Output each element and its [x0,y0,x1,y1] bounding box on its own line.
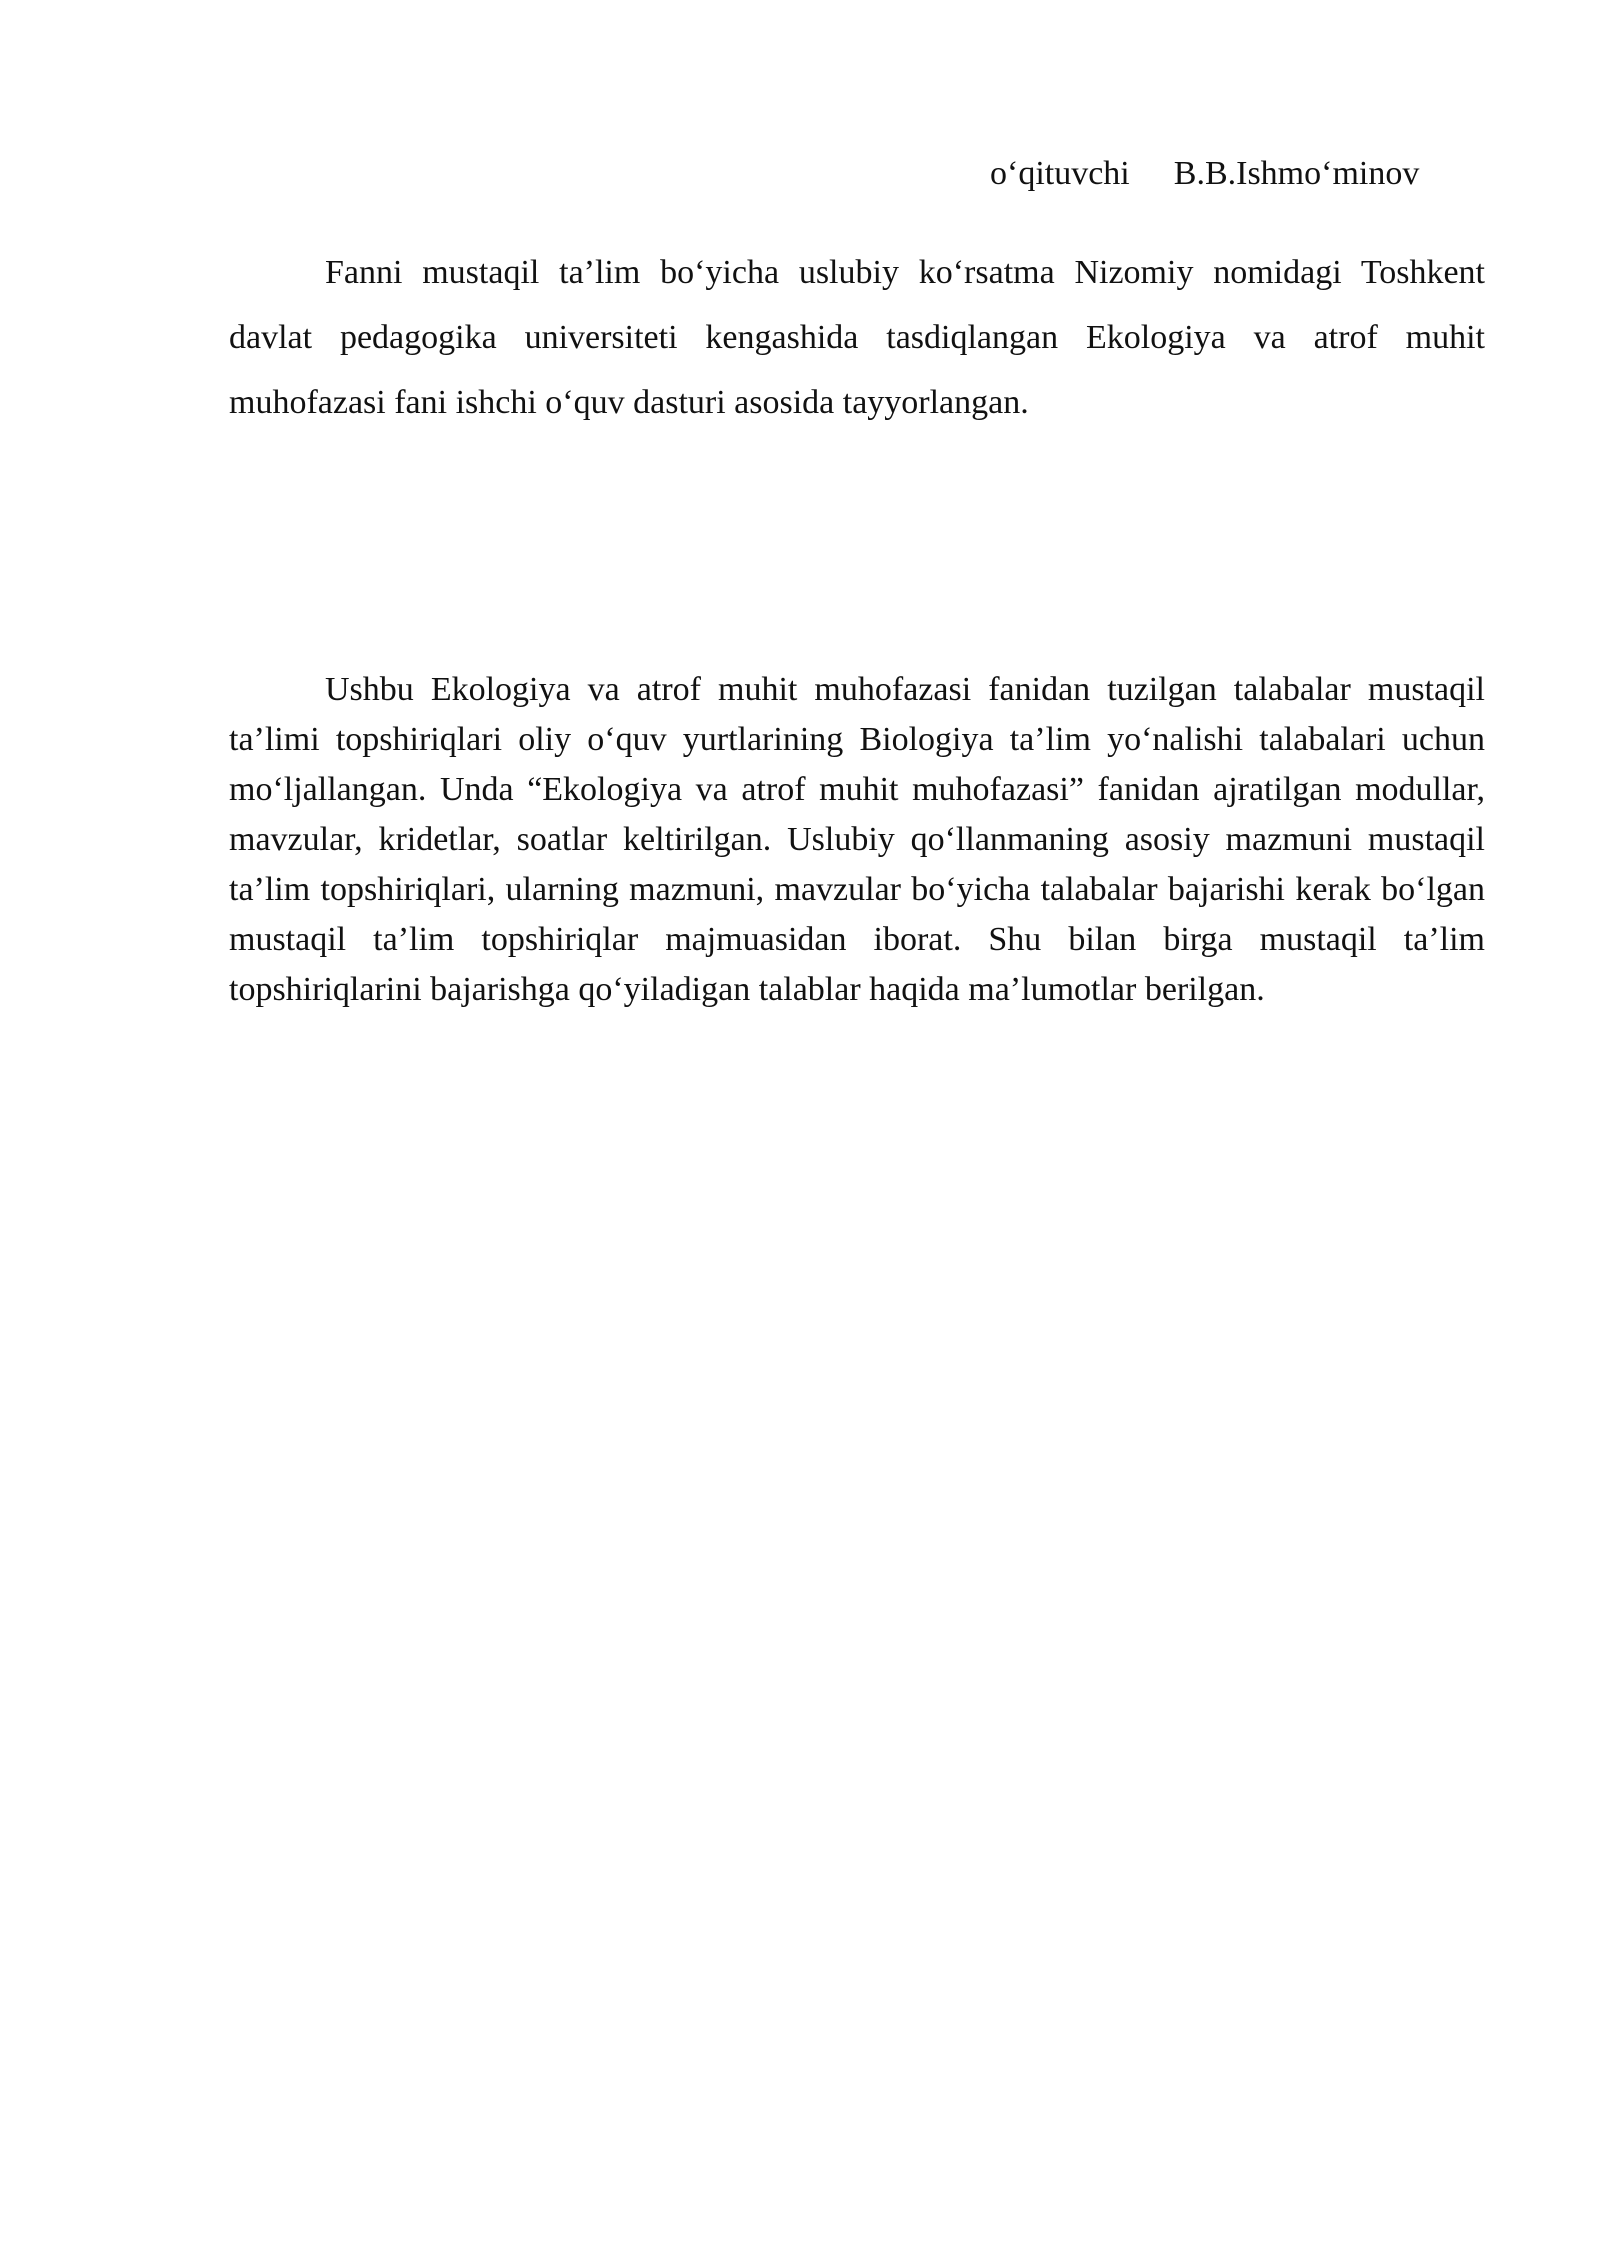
approval-paragraph: Fanni mustaqil ta’lim bo‘yicha uslubiy ko‘rsatma Nizomiy nomidagi Toshkent davlat pedagogika universiteti kengashida tasdiqlangan Ekologiya va atrof muhit muhofazasi fani ishchi o‘quv dasturi asosida tayyorlangan. [229,254,1485,421]
author-line [990,150,1419,198]
abstract-paragraph: Ushbu Ekologiya va atrof muhit muhofazasi fanidan tuzilgan talabalar mustaqil ta’limi topshiriqlari oliy o‘quv yurtlarining Biologiya ta’lim yo‘nalishi talabalari uchun mo‘ljallangan. Unda “Ekologiya va atrof muhit muhofazasi” fanidan ajratilgan modullar, mavzular, kridetlar, soatlar keltirilgan. Uslubiy qo‘llanmaning asosiy mazmuni mustaqil ta’lim topshiriqlari, ularning mazmuni, mavzular bo‘yicha talabalar bajarishi kerak bo‘lgan mustaqil ta’lim topshiriqlar majmuasidan iborat. Shu bilan birga mustaqil ta’lim topshiriqlarini bajarishga qo‘yiladigan talablar haqida ma’lumotlar berilgan. [229,671,1485,1008]
author-role: o‘qituvchi [990,155,1130,192]
author-name: B.B.Ishmo‘minov [1173,155,1420,192]
